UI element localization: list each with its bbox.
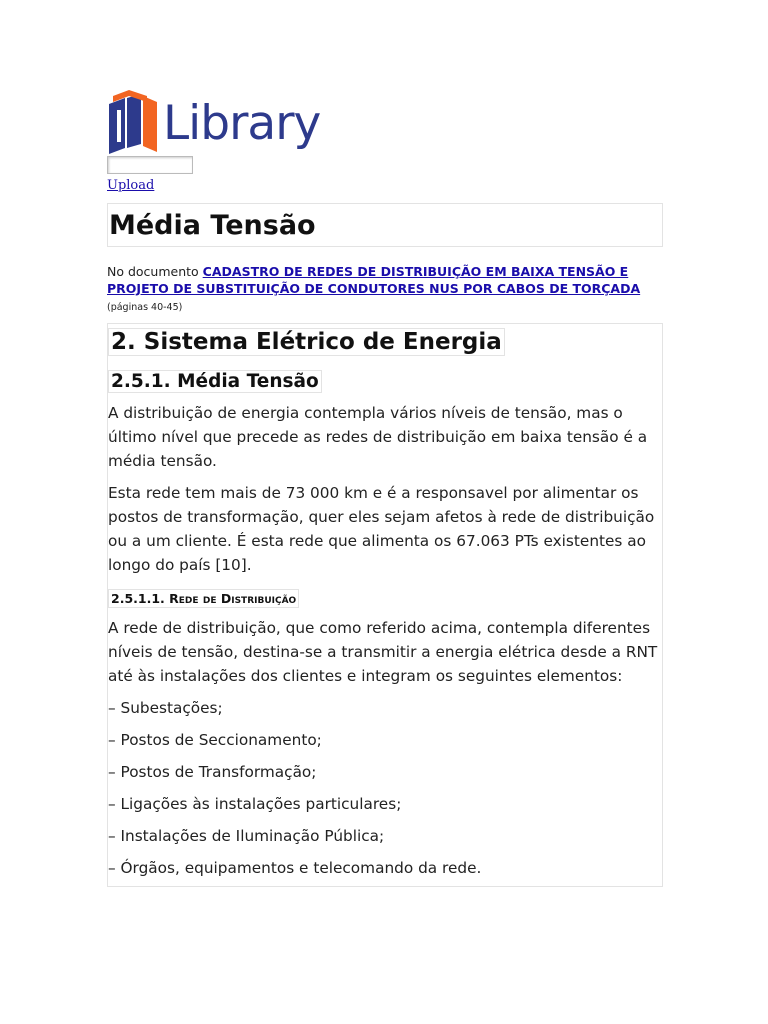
page-wrapper bbox=[107, 88, 663, 887]
logo-wordmark: Library bbox=[163, 95, 321, 151]
upload-link[interactable]: Upload bbox=[107, 178, 155, 193]
book-logo-icon bbox=[107, 90, 159, 156]
list-item: – Instalações de Iluminação Pública; bbox=[108, 827, 385, 845]
list-item: – Postos de Transformação; bbox=[108, 763, 317, 781]
content-box bbox=[107, 323, 663, 887]
page-title: Média Tensão bbox=[109, 209, 316, 241]
subsection-heading: 2.5.1. Média Tensão bbox=[108, 370, 322, 393]
title-box bbox=[107, 203, 663, 247]
element-list bbox=[108, 696, 662, 880]
site-logo[interactable] bbox=[107, 88, 663, 158]
document-reference bbox=[107, 263, 663, 316]
search-input[interactable] bbox=[107, 156, 193, 174]
paragraph: Esta rede tem mais de 73 000 km e é a responsavel por alimentar os postos de transformação, quer eles sejam afetos à rede de distribuição ou a um cliente. É esta rede que alimenta os 67.063 PTs existentes ao longo do país [10]. bbox=[108, 484, 655, 574]
subsubsection-heading: 2.5.1.1. Rede de Distribuição bbox=[108, 589, 299, 608]
list-item: – Órgãos, equipamentos e telecomando da rede. bbox=[108, 859, 482, 877]
document-pages: (páginas 40-45) bbox=[107, 302, 183, 313]
paragraph: A distribuição de energia contempla vários níveis de tensão, mas o último nível que precede as redes de distribuição em baixa tensão é a média tensão. bbox=[108, 404, 648, 470]
document-prefix: No documento bbox=[107, 264, 199, 279]
list-item: – Postos de Seccionamento; bbox=[108, 731, 322, 749]
paragraph: A rede de distribuição, que como referido acima, contempla diferentes níveis de tensão, destina-se a transmitir a energia elétrica desde a RNT até às instalações dos clientes e integram os seguintes elementos: bbox=[108, 619, 658, 685]
section-heading: 2. Sistema Elétrico de Energia bbox=[108, 328, 505, 356]
list-item: – Ligações às instalações particulares; bbox=[108, 795, 402, 813]
document-link[interactable]: CADASTRO DE REDES DE DISTRIBUIÇÃO EM BAIXA TENSÃO E PROJETO DE SUBSTITUIÇÃO DE CONDUTORES NUS POR CABOS DE TORÇADA bbox=[107, 264, 641, 296]
list-item: – Subestações; bbox=[108, 699, 223, 717]
